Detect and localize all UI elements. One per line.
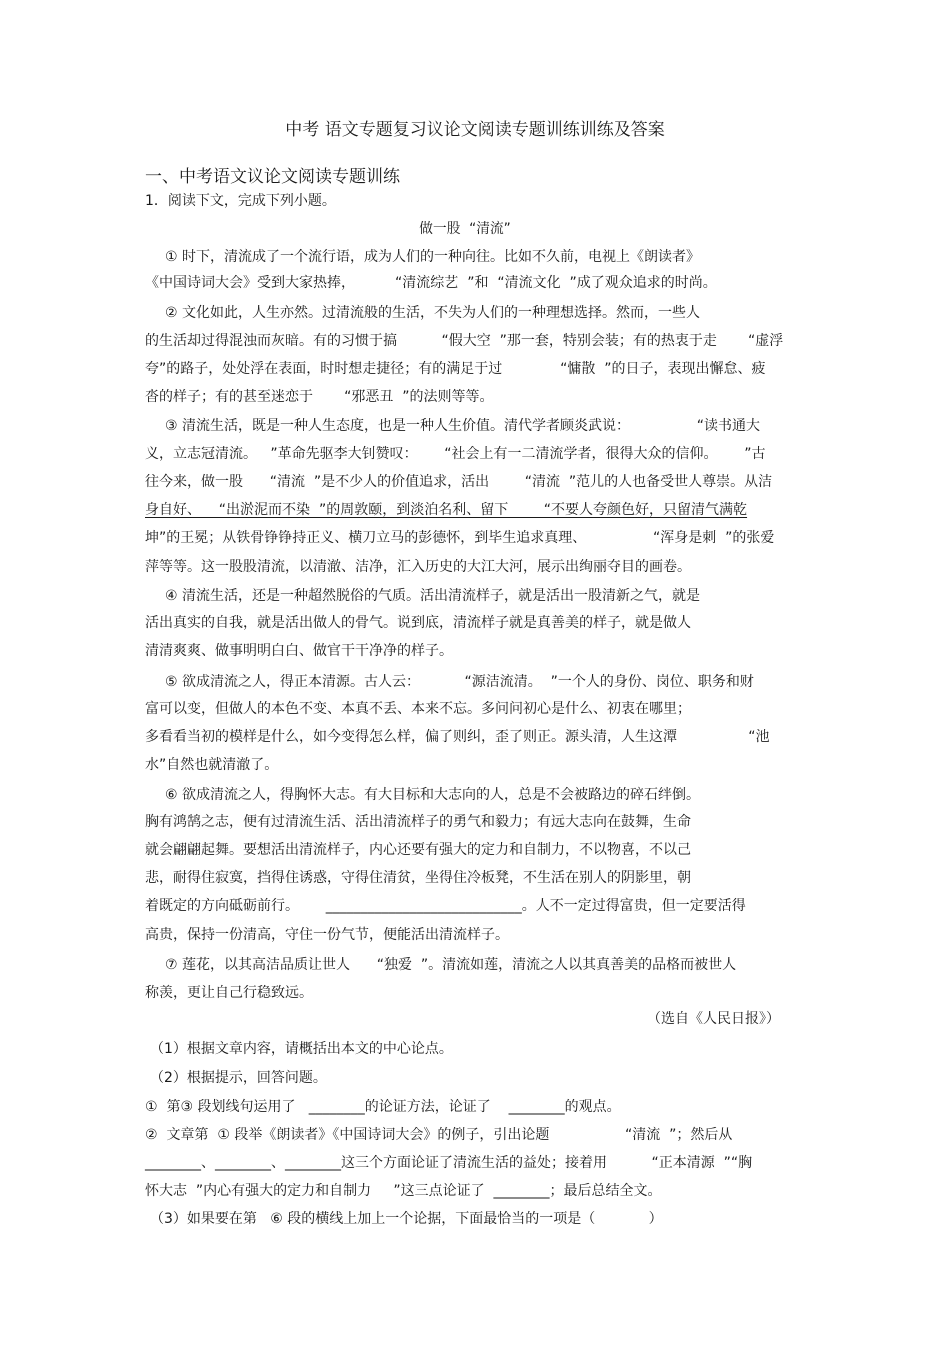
paragraph-line: 坤”的王冕；从铁骨铮铮持正义、横刀立马的彭德怀，到毕生追求真理、 “浑身是刺 ”的张爱 — [145, 530, 775, 546]
paragraph-line: 夸”的路子，处处浮在表面，时时想走捷径；有的满足于过 “慵散 ”的日子，表现出懈怠、疲 — [145, 361, 766, 377]
paragraph-line: 的生活却过得混浊而灰暗。有的习惯于搞 “假大空 ”那一套，特别会装；有的热衷于走 “虚浮 — [145, 333, 784, 349]
source-citation: （选自《人民日报》） — [647, 1011, 780, 1027]
document-title: 中考 语文专题复习议论文阅读专题训练训练及答案 — [285, 120, 665, 140]
question-intro: 1．阅读下文，完成下列小题。 — [145, 193, 336, 209]
article-title: 做一股 “清流” — [419, 221, 511, 237]
question-line: （1）根据文章内容，请概括出本文的中心论点。 — [150, 1041, 453, 1057]
paragraph-line: ③ 清流生活，既是一种人生态度，也是一种人生价值。清代学者顾炎武说： “读书通大 — [165, 418, 761, 434]
paragraph-line: ② 文化如此，人生亦然。过清流般的生活，不失为人们的一种理想选择。然而，一些人 — [165, 305, 700, 321]
paragraph-line: 富可以变，但做人的本色不变、本真不丢、本来不忘。多问问初心是什么、初衷在哪里； — [145, 701, 691, 717]
paragraph-line: ④ 清流生活，还是一种超然脱俗的气质。活出清流样子，就是活出一股清新之气，就是 — [165, 588, 700, 604]
paragraph-line: 《中国诗词大会》受到大家热捧， “清流综艺 ”和 “清流文化 ”成了观众追求的时尚。 — [145, 275, 717, 291]
paragraph-line: ① 时下，清流成了一个流行语，成为人们的一种向往。比如不久前，电视上《朗读者》 — [165, 249, 700, 265]
paragraph-line: 活出真实的自我，就是活出做人的骨气。说到底，清流样子就是真善美的样子，就是做人 — [145, 615, 691, 631]
paragraph-line: ⑥ 欲成清流之人，得胸怀大志。有大目标和大志向的人，总是不会被路边的碎石绊倒。 — [165, 787, 700, 803]
paragraph-line: 沓的样子；有的甚至迷恋于 “邪恶丑 ”的法则等等。 — [145, 389, 494, 405]
question-line: ① 第③ 段划线句运用了 ________的论证方法，论证了 ________的观点。 — [145, 1099, 621, 1115]
paragraph-line: ⑤ 欲成清流之人，得正本清源。古人云： “源洁流清。 ”一个人的身份、岗位、职务和财 — [165, 674, 754, 690]
section-heading: 一、中考语文议论文阅读专题训练 — [145, 167, 400, 187]
question-line: ② 文章第 ① 段举《朗读者》《中国诗词大会》的例子，引出论题 “清流 ”；然后从 — [145, 1127, 733, 1143]
paragraph-line: 悲，耐得住寂寞，挡得住诱惑，守得住清贫，坐得住冷板凳，不生活在别人的阴影里，朝 — [145, 870, 691, 886]
question-line: 怀大志 ”内心有强大的定力和自制力 ”这三点论证了 ________；最后总结全文。 — [145, 1183, 662, 1199]
paragraph-line: 萍等等。这一股股清流，以清澈、洁净，汇入历史的大江大河，展示出绚丽夺目的画卷。 — [145, 559, 691, 575]
paragraph-line: 义，立志冠清流。 ”革命先驱李大钊赞叹： “社会上有一二清流学者，很得大众的信仰。 ”古 — [145, 446, 766, 462]
paragraph-line: 称羡，更让自己行稳致远。 — [145, 985, 313, 1001]
paragraph-line: 高贵，保持一份清高，守住一份气节，便能活出清流样子。 — [145, 927, 509, 943]
question-line: （3）如果要在第 ⑥ 段的横线上加上一个论据，下面最恰当的一项是（ ） — [150, 1211, 663, 1227]
paragraph-line: 清清爽爽、做事明明白白、做官干干净净的样子。 — [145, 643, 453, 659]
paragraph-line: ⑦ 莲花，以其高洁品质让世人 “独爱 ”。清流如莲，清流之人以其真善美的品格而被世人 — [165, 957, 737, 973]
paragraph-line: 就会翩翩起舞。要想活出清流样子，内心还要有强大的定力和自制力，不以物喜，不以己 — [145, 842, 691, 858]
paragraph-line: 多看看当初的模样是什么，如今变得怎么样，偏了则纠，歪了则正。源头清，人生这潭 “池 — [145, 729, 770, 745]
underlined-line: 身自好、 “出淤泥而不染 ”的周敦颐，到淡泊名利、留下 “不要人夸颜色好，只留清气满乾 — [145, 502, 748, 518]
paragraph-line: 着既定的方向砥砺前行。 ____________________________。人不一定过得富贵，但一定要活得 — [145, 898, 746, 914]
paragraph-line: 胸有鸿鹄之志，便有过清流生活、活出清流样子的勇气和毅力；有远大志向在鼓舞，生命 — [145, 814, 691, 830]
paragraph-line: 往今来，做一股 “清流 ”是不少人的价值追求，活出 “清流 ”范儿的人也备受世人尊崇。从洁 — [145, 474, 773, 490]
question-line: （2）根据提示，回答问题。 — [150, 1070, 327, 1086]
paragraph-line: 水”自然也就清澈了。 — [145, 757, 279, 773]
question-line: ________、________、________这三个方面论证了清流生活的益处；接着用 “正本清源 ”“胸 — [145, 1155, 753, 1171]
